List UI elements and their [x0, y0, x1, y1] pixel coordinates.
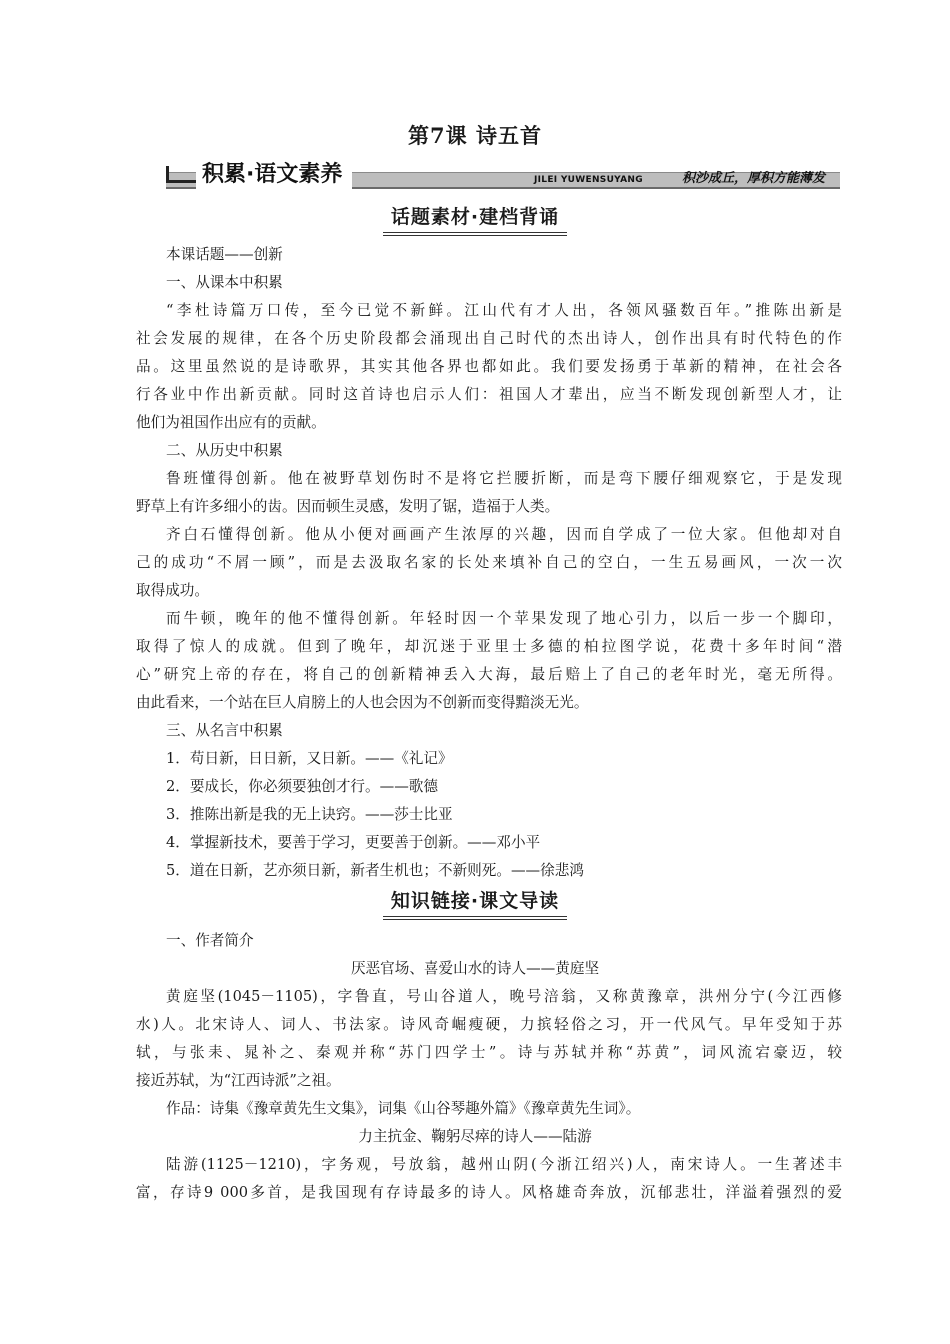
paragraph-line: 己的成功“不屑一顾”，而是去汲取名家的长处来填补自己的空白，一生五易画风，一次一次	[136, 554, 842, 571]
lesson-title: 第7课 诗五首	[408, 123, 542, 148]
author-subheading: 力主抗金、鞠躬尽瘁的诗人——陆游	[358, 1128, 592, 1145]
paragraph-line: 三、从名言中积累	[166, 722, 283, 739]
paragraph-line: 一、作者简介	[166, 932, 254, 949]
paragraph-line: 由此看来，一个站在巨人肩膀上的人也会因为不创新而变得黯淡无光。	[136, 694, 589, 711]
section-heading-knowledge-text: 知识链接·课文导读	[383, 884, 567, 920]
paragraph-line: 行各业中作出新贡献。同时这首诗也启示人们：祖国人才辈出，应当不断发现创新型人才，让	[136, 386, 842, 403]
section-banner	[166, 160, 840, 190]
paragraph-line: 社会发展的规律，在各个历史阶段都会涌现出自己时代的杰出诗人，创作出具有时代特色的作	[136, 330, 842, 347]
paragraph-line: 齐白石懂得创新。他从小便对画画产生浓厚的兴趣，因而自学成了一位大家。但他却对自	[166, 526, 842, 543]
paragraph-line: 他们为祖国作出应有的贡献。	[136, 414, 326, 431]
banner-english: JILEI YUWENSUYANG	[534, 175, 643, 185]
paragraph-line: 本课话题——创新	[166, 246, 283, 263]
paragraph-line: 轼，与张耒、晁补之、秦观并称“苏门四学士”。诗与苏轼并称“苏黄”，词风流宕豪迈，较	[136, 1044, 842, 1061]
paragraph-line: 一、从课本中积累	[166, 274, 283, 291]
paragraph-line: “李杜诗篇万口传，至今已觉不新鲜。江山代有才人出，各领风骚数百年。”推陈出新是	[166, 302, 842, 319]
quote-item: 4．掌握新技术，要善于学习，更要善于创新。——邓小平	[166, 834, 541, 851]
paragraph-line: 而牛顿，晚年的他不懂得创新。年轻时因一个苹果发现了地心引力，以后一步一个脚印，	[166, 610, 842, 627]
paragraph-line: 品。这里虽然说的是诗歌界，其实其他各界也都如此。我们要发扬勇于革新的精神，在社会各	[136, 358, 842, 375]
paragraph-line: 富，存诗9 000多首，是我国现有存诗最多的诗人。风格雄奇奔放，沉郁悲壮，洋溢着强烈的爱	[136, 1184, 842, 1201]
paragraph-line: 取得成功。	[136, 582, 209, 599]
banner-slogan: 积沙成丘，厚积方能薄发	[682, 171, 826, 186]
quote-item: 2．要成长，你必须要独创才行。——歌德	[166, 778, 438, 795]
section-heading-topic-text: 话题素材·建档背诵	[383, 200, 567, 236]
quote-item: 3．推陈出新是我的无上诀窍。——莎士比亚	[166, 806, 453, 823]
section-heading-topic	[0, 200, 950, 236]
paragraph-line: 取得了惊人的成就。但到了晚年，却沉迷于亚里士多德的柏拉图学说，花费十多年时间“潜	[136, 638, 842, 655]
author-subheading: 厌恶官场、喜爱山水的诗人——黄庭坚	[350, 960, 600, 977]
quote-item: 1．苟日新，日日新，又日新。——《礼记》	[166, 750, 453, 767]
quote-item: 5．道在日新，艺亦须日新，新者生机也；不新则死。——徐悲鸿	[166, 862, 584, 879]
paragraph-line: 心”研究上帝的存在，将自己的创新精神丢入大海，最后赔上了自己的老年时光，毫无所得。	[136, 666, 842, 683]
banner-bracket-icon	[166, 166, 197, 183]
paragraph-line: 陆游(1125－1210)，字务观，号放翁，越州山阴(今浙江绍兴)人，南宋诗人。一生著述丰	[166, 1156, 842, 1173]
paragraph-line: 作品：诗集《豫章黄先生文集》，词集《山谷琴趣外篇》《豫章黄先生词》。	[166, 1100, 641, 1117]
section-heading-knowledge	[0, 884, 950, 920]
paragraph-line: 野草上有许多细小的齿。因而顿生灵感，发明了锯，造福于人类。	[136, 498, 560, 515]
banner-title: 积累·语文素养	[196, 160, 352, 190]
paragraph-line: 接近苏轼，为“江西诗派”之祖。	[136, 1072, 341, 1089]
paragraph-line: 水)人。北宋诗人、词人、书法家。诗风奇崛瘦硬，力摈轻俗之习，开一代风气。早年受知于苏	[136, 1016, 842, 1033]
paragraph-line: 黄庭坚(1045－1105)，字鲁直，号山谷道人，晚号涪翁，又称黄豫章，洪州分宁(今江西修	[166, 988, 842, 1005]
paragraph-line: 鲁班懂得创新。他在被野草划伤时不是将它拦腰折断，而是弯下腰仔细观察它，于是发现	[166, 470, 842, 487]
paragraph-line: 二、从历史中积累	[166, 442, 283, 459]
